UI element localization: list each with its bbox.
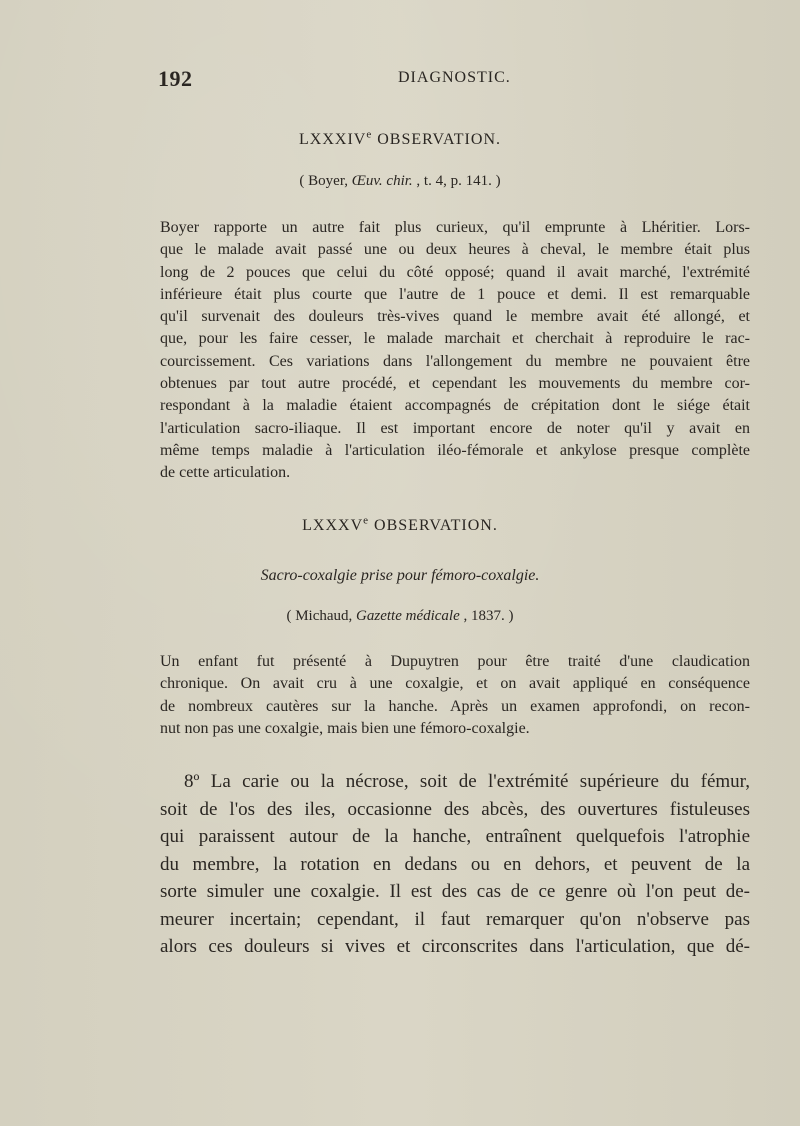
running-head: DIAGNOSTIC. xyxy=(398,69,511,86)
text-line: sorte simuler une coxalgie. Il est des cas de ce genre où l'on peut de- xyxy=(160,881,750,902)
text-line: inférieure était plus courte que l'autre de 1 pouce et demi. Il est remarquable xyxy=(160,285,750,303)
text-line: Boyer rapporte un autre fait plus curieux, qu'il emprunte à Lhéritier. Lors- xyxy=(160,219,750,236)
observation-85-text xyxy=(160,651,750,740)
observation-84-text xyxy=(160,217,750,485)
text-line: courcissement. Ces variations dans l'allongement du membre ne pouvaient être xyxy=(160,352,750,370)
text-line: chronique. On avait cru à une coxalgie, et on avait appliqué en conséquence xyxy=(160,675,750,693)
text-line: obtenues par tout autre procédé, et cependant les mouvements du membre cor- xyxy=(160,375,750,393)
text-line: qui paraissent autour de la hanche, entraînent quelquefois l'atrophie xyxy=(160,826,750,847)
observation-84-title: LXXXIVe OBSERVATION. xyxy=(299,128,501,148)
observation-85-title: LXXXVe OBSERVATION. xyxy=(302,514,498,534)
observation-85-subtitle: Sacro-coxalgie prise pour fémoro-coxalgie. xyxy=(260,567,540,584)
text-line: respondant à la maladie étaient accompagnés de crépitation dont le siége était xyxy=(160,397,750,415)
text-line: soit de l'os des iles, occasionne des abcès, des ouvertures fistuleuses xyxy=(160,798,750,820)
text-line: que le malade avait passé une ou deux heures à cheval, le membre était plus xyxy=(160,241,750,259)
page-header xyxy=(158,66,748,94)
text-line: de cette articulation. xyxy=(160,464,291,482)
text-line: meurer incertain; cependant, il faut remarquer qu'on n'observe pas xyxy=(160,908,750,930)
text-line: long de 2 pouces que celui du côté opposé; quand il avait marché, l'extrémité xyxy=(160,263,750,281)
text-line: l'articulation sacro-iliaque. Il est important encore de noter qu'il y avait en xyxy=(160,419,750,437)
text-line: nut non pas une coxalgie, mais bien une fémoro-coxalgie. xyxy=(160,719,530,737)
text-line: même temps maladie à l'articulation iléo-fémorale et ankylose presque complète xyxy=(160,441,750,459)
observation-85-source: ( Michaud, Gazette médicale , 1837. ) xyxy=(286,608,514,624)
text-line: 8º La carie ou la nécrose, soit de l'extrémité supérieure du fémur, xyxy=(184,771,750,792)
observation-84-source: ( Boyer, Œuv. chir. , t. 4, p. 141. ) xyxy=(299,173,501,189)
text-line: que, pour les faire cesser, le malade marchait et cherchait à reproduire le rac- xyxy=(160,330,750,348)
text-line: de nombreux cautères sur la hanche. Après un examen approfondi, on recon- xyxy=(160,697,750,715)
text-line: qu'il survenait des douleurs très-vives quand le membre avait été allongé, et xyxy=(160,308,750,326)
text-line: du membre, la rotation en dedans ou en dehors, et peuvent de la xyxy=(160,853,750,875)
text-line: alors ces douleurs si vives et circonscrites dans l'articulation, que dé- xyxy=(160,936,750,957)
section-8-text xyxy=(160,768,750,961)
page-number: 192 xyxy=(158,66,193,91)
text-line: Un enfant fut présenté à Dupuytren pour être traité d'une claudication xyxy=(160,653,750,670)
